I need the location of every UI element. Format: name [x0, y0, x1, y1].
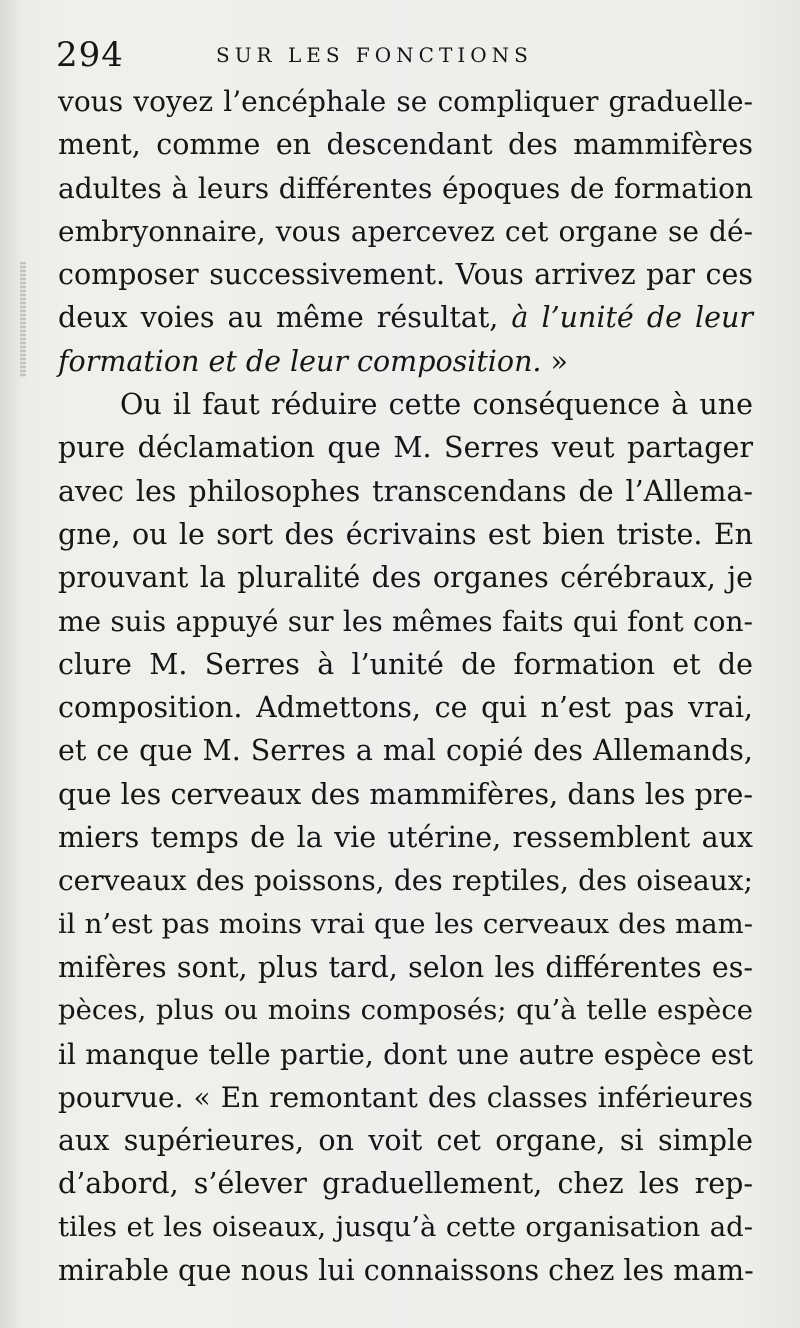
text-line: tiles et les oiseaux, jusqu’à cette organisation ad- [58, 1210, 753, 1243]
text-line: vous voyez l’encéphale se compliquer graduelle- [58, 85, 753, 118]
text-line: clure M. Serres à l’unité de formation et de [58, 647, 753, 681]
text-line: pourvue. « En remontant des classes inférieures [58, 1080, 753, 1114]
text-line: prouvant la pluralité des organes cérébraux, je [58, 561, 753, 595]
closing-quote: » [550, 344, 568, 378]
text-line: et ce que M. Serres a mal copié des Allemands, [58, 734, 753, 768]
text-line: Ou il faut réduire cette conséquence à une [120, 388, 753, 422]
text-line: adultes à leurs différentes époques de formation [58, 171, 753, 205]
text-line: cerveaux des poissons, des reptiles, des oiseaux; [58, 864, 753, 898]
margin-stain [20, 262, 26, 377]
text-line: il n’est pas moins vrai que les cerveaux des mam- [58, 907, 753, 940]
text-line: avec les philosophes transcendans de l’Allema- [58, 474, 753, 508]
text-line: composer successivement. Vous arrivez par ces [58, 258, 753, 292]
page-number: 294 [56, 35, 124, 75]
text-line: embryonnaire, vous apercevez cet organe se dé- [58, 214, 753, 248]
text-line [58, 340, 753, 383]
italic-segment: à l’unité de leur [511, 301, 753, 335]
text-line: mirable que nous lui connaissons chez les mam- [58, 1254, 754, 1288]
text-line: gne, ou le sort des écrivains est bien triste. En [58, 517, 753, 551]
text-line: que les cerveaux des mammifères, dans les pre- [58, 777, 753, 811]
page-header [56, 30, 756, 80]
running-title: SUR LES FONCTIONS [216, 43, 533, 67]
text-line: me suis appuyé sur les mêmes faits qui font con- [58, 604, 753, 638]
body-text [58, 80, 753, 1292]
text-line: d’abord, s’élever graduellement, chez les rep- [58, 1167, 753, 1201]
text-line: aux supérieures, on voit cet organe, si simple [58, 1124, 753, 1158]
text-line [58, 296, 753, 339]
italic-segment: formation et de leur composition. [58, 344, 542, 378]
text-line: ment, comme en descendant des mammifères [58, 128, 753, 162]
text-line: mifères sont, plus tard, selon les différentes es- [58, 950, 753, 984]
text-segment: deux voies au même résultat, [58, 301, 499, 335]
text-line: miers temps de la vie utérine, ressemblent aux [58, 821, 753, 855]
text-line: pure déclamation que M. Serres veut partager [58, 431, 753, 465]
text-line: pèces, plus ou moins composés; qu’à telle espèce [58, 994, 753, 1027]
text-line: composition. Admettons, ce qui n’est pas vrai, [58, 691, 753, 725]
text-line: il manque telle partie, dont une autre espèce est [58, 1037, 753, 1071]
